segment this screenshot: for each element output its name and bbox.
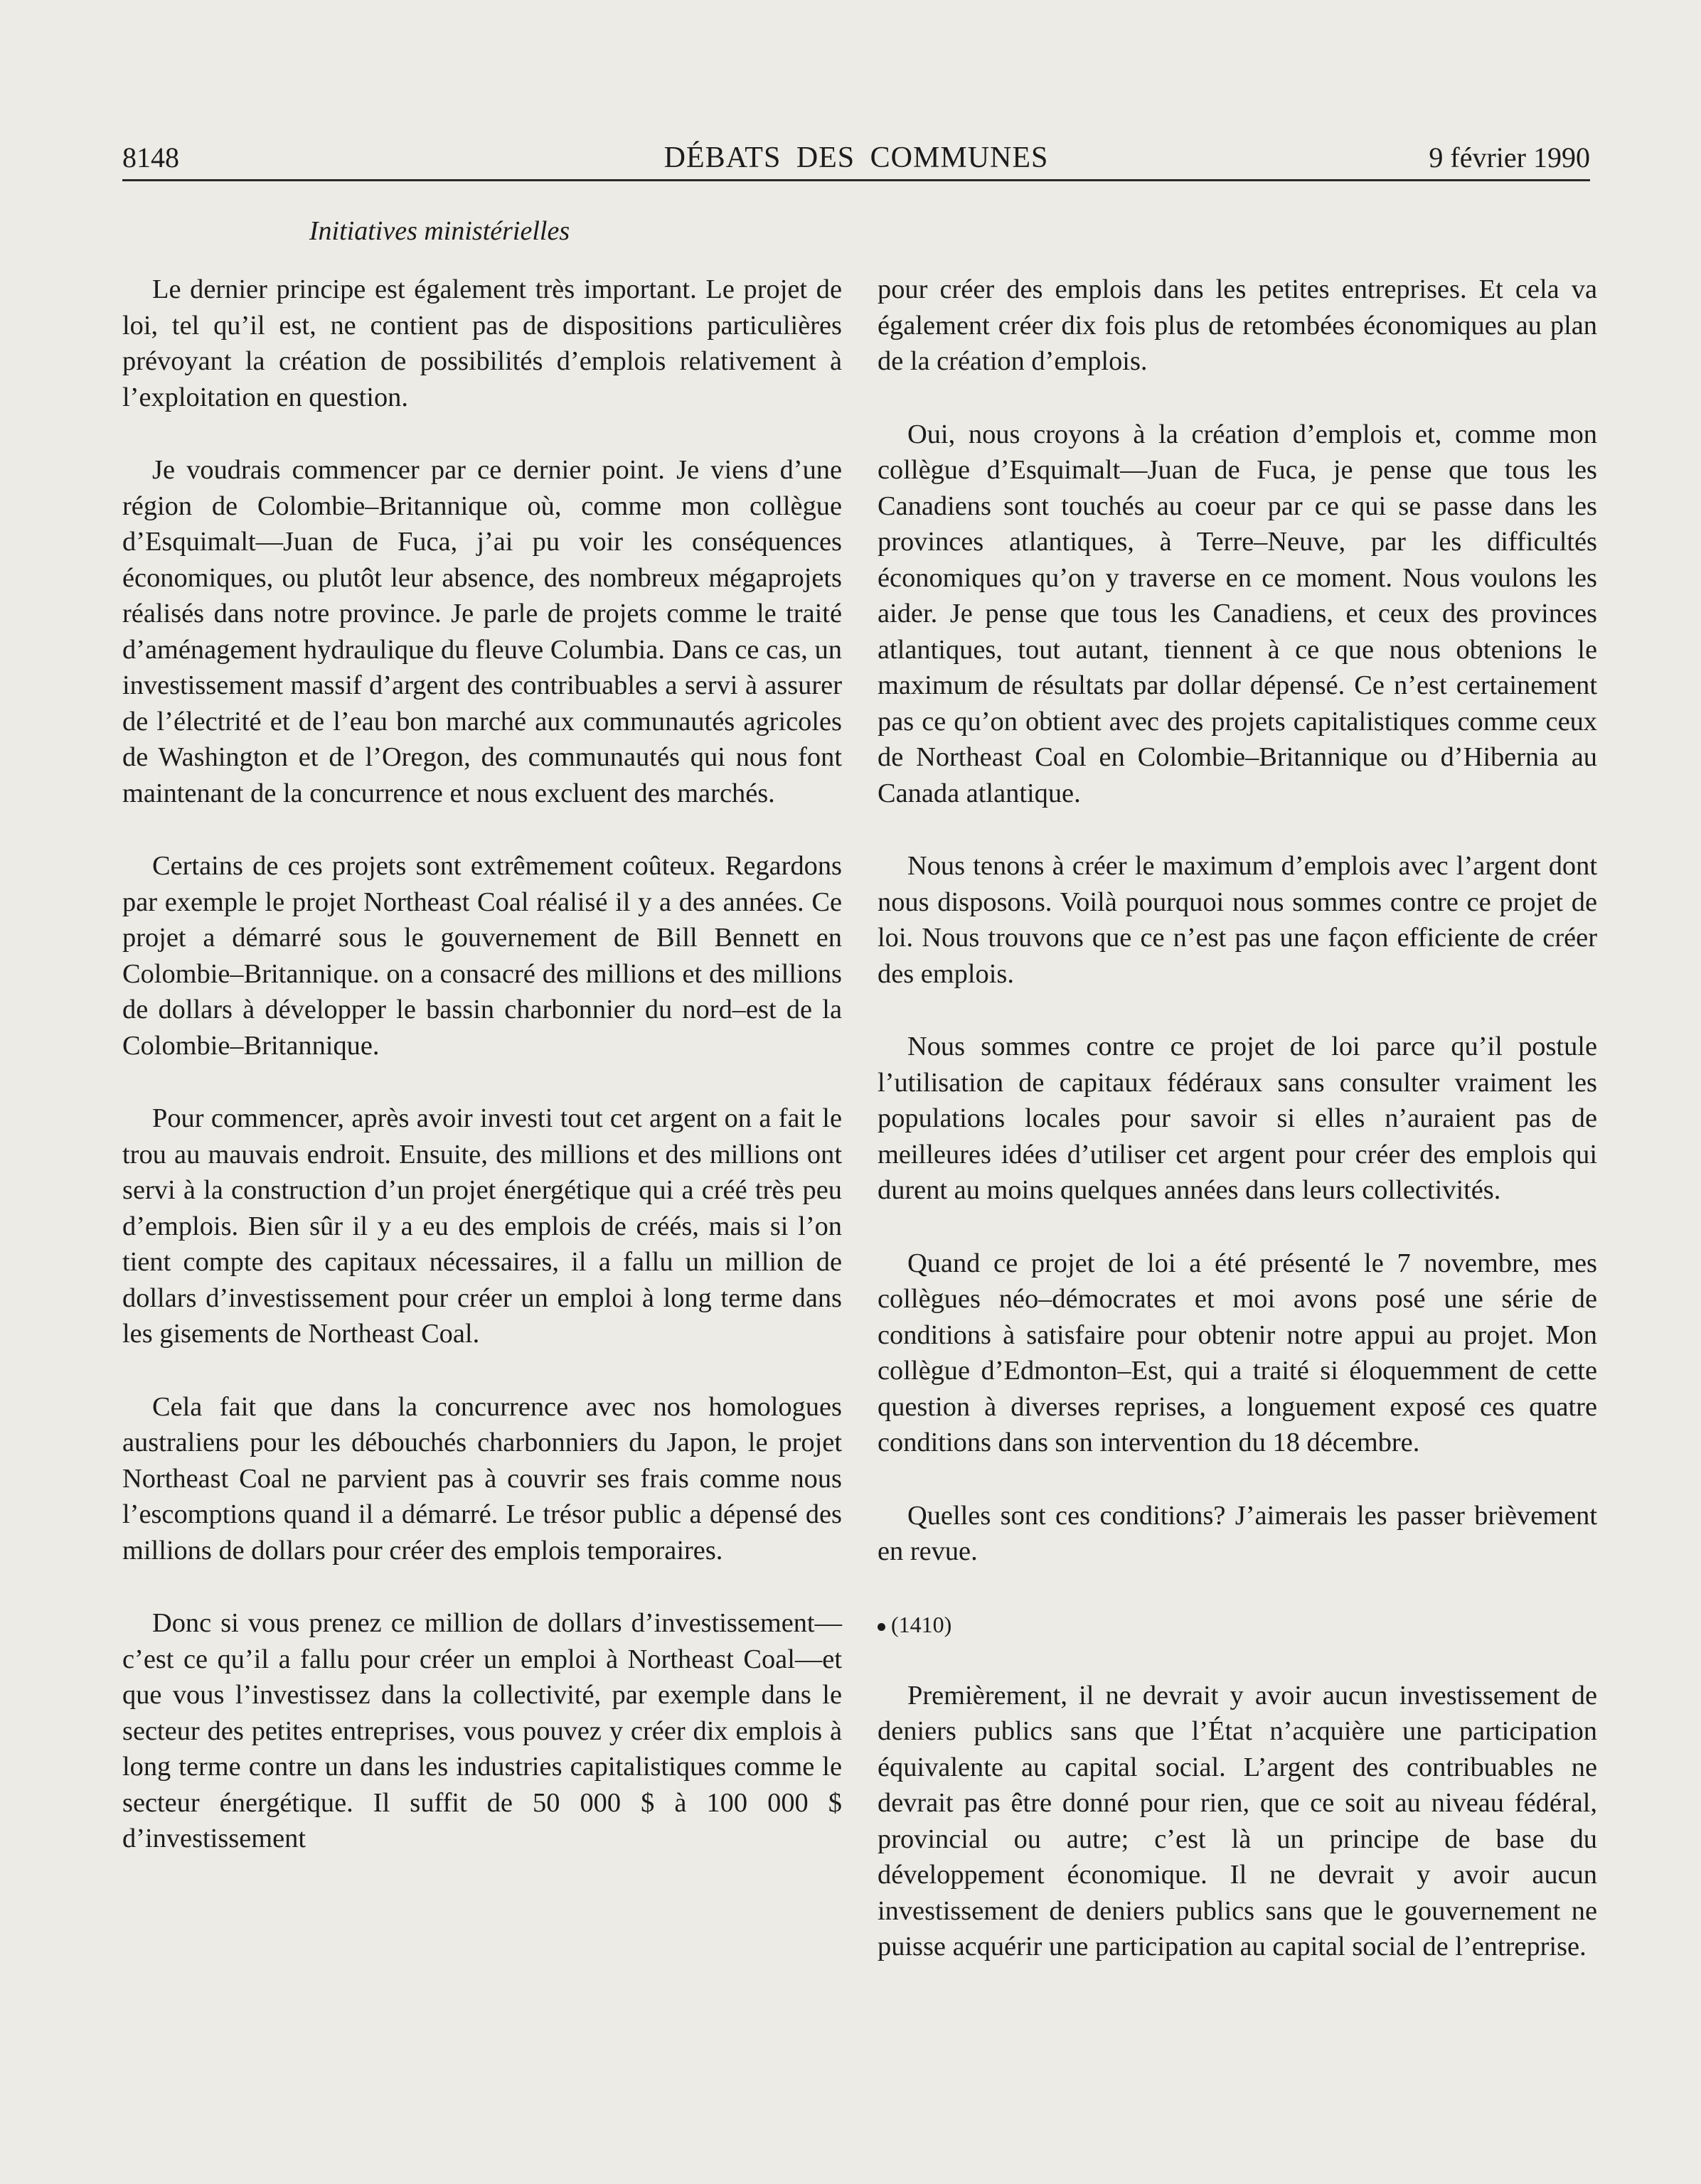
left-column	[122, 213, 842, 1894]
publication-title: DÉBATS DES COMMUNES	[663, 141, 1049, 174]
section-title: Initiatives ministérielles	[309, 216, 570, 246]
bullet-icon	[878, 1623, 885, 1631]
time-marker-text: (1410)	[891, 1611, 952, 1637]
paragraph: Quand ce projet de loi a été présenté le 7 novembre, mes collègues néo–démocrates et moi avons posé une série de conditions à satisfaire pour obtenir notre appui au projet. Mon collègue d’Edmonton–Est, qui a traité si éloquemment de cette question à diverses reprises, a longuement exposé ces quatre conditions dans son intervention du 18 décembre.	[878, 1248, 1597, 1457]
paragraph: Premièrement, il ne devrait y avoir aucun investissement de deniers publics sans que l’État n’acquière une participation équivalente au capital social. L’argent des contribuables ne devrait pas être donné pour rien, que ce soit au niveau fédéral, provincial ou autre; c’est là un principe de base du développement économique. Il ne devrait y avoir aucun investissement de deniers publics sans que le gouvernement ne puisse acquérir une participation au capital social de l’entreprise.	[878, 1680, 1597, 1961]
paragraph-continuation: pour créer des emplois dans les petites entreprises. Et cela va également créer dix fois plus de retombées économiques au plan de la création d’emplois.	[878, 274, 1597, 376]
paragraph: Quelles sont ces conditions? J’aimerais les passer brièvement en revue.	[878, 1500, 1597, 1566]
paragraph: Certains de ces projets sont extrêmement coûteux. Regardons par exemple le projet Northeast Coal réalisé il y a des années. Ce projet a démarré sous le gouvernement de Bill Bennett en Colombie–Britannique. on a consacré des millions et des millions de dollars à développer le bassin charbonnier du nord–est de la Colombie–Britannique.	[122, 851, 842, 1061]
paragraph: Le dernier principe est également très important. Le projet de loi, tel qu’il est, ne contient pas de dispositions particulières prévoyant la création de possibilités d’emplois relativement à l’exploitation en question.	[122, 274, 842, 412]
time-marker	[878, 1607, 1597, 1642]
publication-date: 9 février 1990	[1429, 141, 1590, 173]
paragraph: Nous tenons à créer le maximum d’emplois avec l’argent dont nous disposons. Voilà pourquoi nous sommes contre ce projet de loi. Nous trouvons que ce n’est pas une façon efficiente de créer des emplois.	[878, 851, 1597, 989]
page-header	[122, 136, 1590, 181]
page-number: 8148	[122, 141, 179, 173]
paragraph: Pour commencer, après avoir investi tout cet argent on a fait le trou au mauvais endroit. Ensuite, des millions et des millions ont servi à la construction d’un projet énergétique qui a créé très peu d’emplois. Bien sûr il y a eu des emplois de créés, mais si l’on tient compte des capitaux nécessaires, il a fallu un million de dollars d’investissement pour créer un emploi à long terme dans les gisements de Northeast Coal.	[122, 1103, 842, 1349]
paragraph: Cela fait que dans la concurrence avec nos homologues australiens pour les débouchés charbonniers du Japon, le projet Northeast Coal ne parvient pas à couvrir ses frais comme nous l’escomptions quand il a démarré. Le trésor public a dépensé des millions de dollars pour créer des emplois temporaires.	[122, 1391, 842, 1565]
right-column	[878, 272, 1597, 2002]
paragraph: Je voudrais commencer par ce dernier point. Je viens d’une région de Colombie–Britannique où, comme mon collègue d’Esquimalt—Juan de Fuca, j’ai pu voir les conséquences économiques, ou plutôt leur absence, des nombreux mégaprojets réalisés dans notre province. Je parle de projets comme le traité d’aménagement hydraulique du fleuve Columbia. Dans ce cas, un investissement massif d’argent des contribuables a servi à assurer de l’électrité et de l’eau bon marché aux communautés agricoles de Washington et de l’Oregon, des communautés qui nous font maintenant de la concurrence et nous excluent des marchés.	[122, 455, 842, 808]
paragraph: Donc si vous prenez ce million de dollars d’investissement— c’est ce qu’il a fallu pour créer un emploi à Northeast Coal—et que vous l’investissez dans la collectivité, par exemple dans le secteur des petites entreprises, vous pouvez y créer dix emplois à long terme contre un dans les industries capitalistiques comme le secteur énergétique. Il suffit de 50 000 $ à 100 000 $ d’investissement	[122, 1608, 842, 1853]
paragraph: Oui, nous croyons à la création d’emplois et, comme mon collègue d’Esquimalt—Juan de Fuca, je pense que tous les Canadiens sont touchés au coeur par ce qui se passe dans les provinces atlantiques, à Terre–Neuve, par les difficultés économiques qu’on y traverse en ce moment. Nous voulons les aider. Je pense que tous les Canadiens, et ceux des provinces atlantiques, tout autant, tiennent à ce que nous obtenions le maximum de résultats par dollar dépensé. Ce n’est certainement pas ce qu’on obtient avec des projets capitalistiques comme ceux de Northeast Coal en Colombie–Britannique ou d’Hibernia au Canada atlantique.	[878, 419, 1597, 808]
paragraph: Nous sommes contre ce projet de loi parce qu’il postule l’utilisation de capitaux fédéraux sans consulter vraiment les populations locales pour savoir si elles n’auraient pas de meilleures idées d’utiliser cet argent pour créer des emplois qui durent au moins quelques années dans leurs collectivités.	[878, 1032, 1597, 1205]
